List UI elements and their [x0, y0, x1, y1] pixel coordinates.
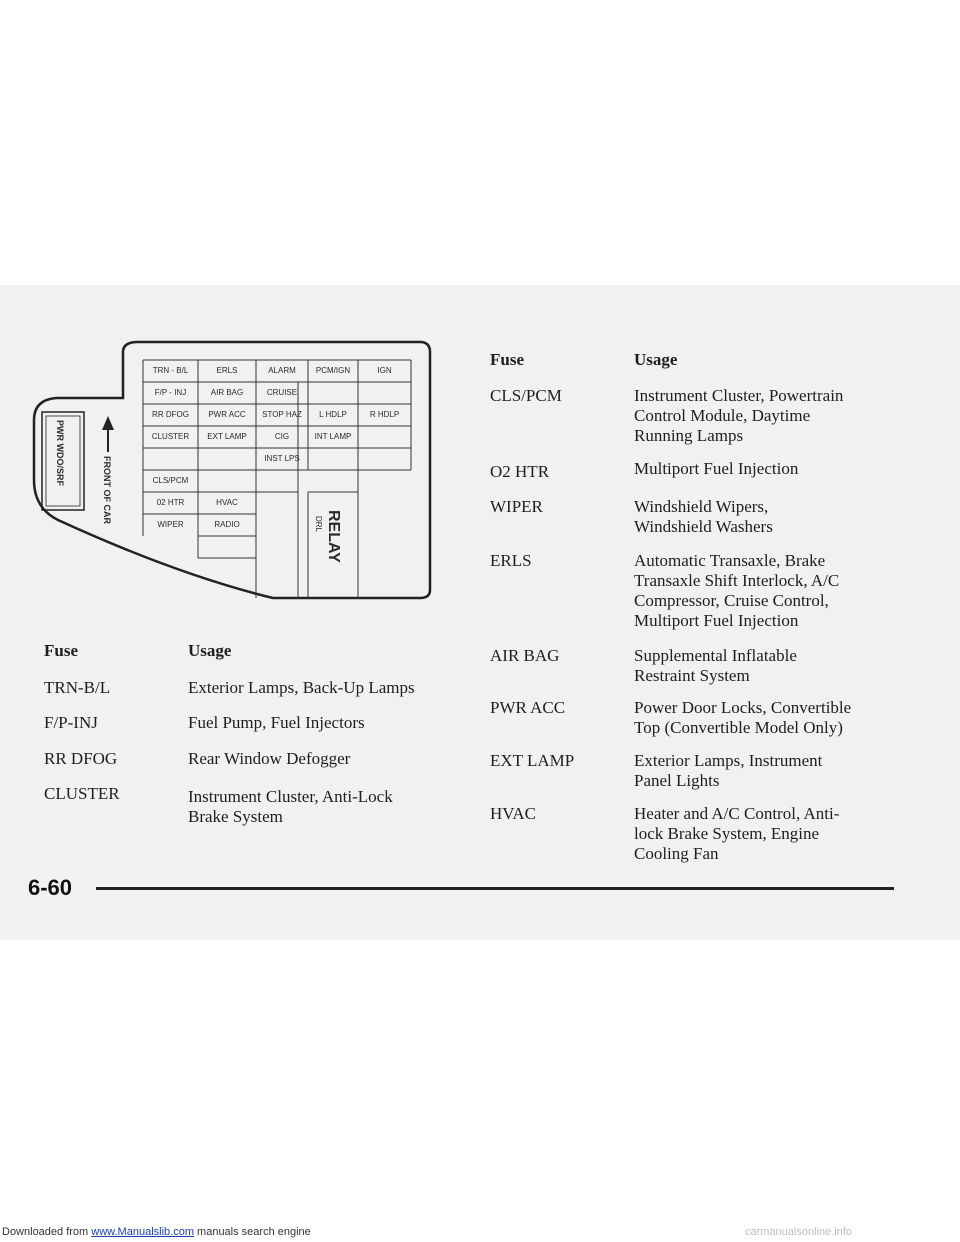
- relay-label: RELAY: [325, 510, 342, 563]
- right-usage-7: Heater and A/C Control, Anti-lock Brake System, Engine Cooling Fan: [634, 804, 840, 863]
- right-usage-3: Automatic Transaxle, Brake Transaxle Shift Interlock, A/C Compressor, Cruise Control, Multiport Fuel Injection: [634, 551, 840, 630]
- right-fuse-4: AIR BAG: [490, 646, 560, 665]
- right-usage-0: Instrument Cluster, Powertrain Control Module, Daytime Running Lamps: [634, 386, 844, 445]
- fuse-cell: HVAC: [216, 498, 238, 507]
- fuse-cell: WIPER: [157, 520, 184, 529]
- footer-rule: [96, 887, 894, 890]
- right-usage-1: Multiport Fuel Injection: [634, 459, 799, 478]
- fuse-cell: F/P - INJ: [154, 388, 187, 397]
- right-fuse-1: O2 HTR: [490, 462, 550, 481]
- right-fuse-2: WIPER: [490, 497, 543, 516]
- fuse-cell: CLS/PCM: [152, 476, 189, 485]
- footer-prefix: Downloaded from: [2, 1226, 92, 1238]
- right-fuse-0: CLS/PCM: [490, 386, 562, 405]
- right-fuse-3: ERLS: [490, 551, 532, 570]
- fuse-block-diagram: [28, 340, 438, 602]
- fuse-cell: ERLS: [216, 366, 238, 375]
- fuse-cell: 02 HTR: [156, 498, 185, 507]
- relay-sub-label: DRL: [314, 516, 323, 533]
- right-fuse-7: HVAC: [490, 804, 536, 823]
- right-usage-2: Windshield Wipers, Windshield Washers: [634, 497, 773, 536]
- right-header-fuse: Fuse: [490, 350, 524, 369]
- watermark: carmanualsonline.info: [745, 1226, 853, 1238]
- footer-suffix: manuals search engine: [193, 1226, 311, 1238]
- fuse-cell: CIG: [274, 432, 290, 441]
- fuse-cell: EXT LAMP: [207, 432, 247, 441]
- fuse-cell: L HDLP: [319, 410, 347, 419]
- fuse-cell: AIR BAG: [210, 388, 244, 397]
- fuse-cell: RADIO: [214, 520, 240, 529]
- fuse-cell: RR DFOG: [152, 410, 189, 419]
- download-footer: [2, 1226, 311, 1238]
- right-usage-5: Power Door Locks, Convertible Top (Convertible Model Only): [634, 698, 852, 737]
- left-usage-0: Exterior Lamps, Back-Up Lamps: [188, 678, 415, 697]
- manualslib-link[interactable]: www.Manualslib.com: [91, 1226, 194, 1238]
- left-header-usage: Usage: [188, 641, 232, 660]
- left-fuse-0: TRN-B/L: [44, 678, 111, 697]
- right-usage-6: Exterior Lamps, Instrument Panel Lights: [634, 751, 823, 790]
- fuse-cell: INT LAMP: [314, 432, 352, 441]
- left-usage-3: Instrument Cluster, Anti-Lock Brake System: [188, 787, 393, 826]
- left-fuse-1: F/P-INJ: [44, 713, 98, 732]
- fuse-cell: CRUISE: [266, 388, 298, 397]
- right-header-usage: Usage: [634, 350, 678, 369]
- right-usage-4: Supplemental Inflatable Restraint System: [634, 646, 797, 685]
- fuse-cell: CLUSTER: [151, 432, 190, 441]
- left-usage-2: Rear Window Defogger: [188, 749, 351, 768]
- fuse-cell: PCM/IGN: [315, 366, 351, 375]
- side-fuse-label: PWR WDO/SRF: [55, 420, 65, 486]
- right-fuse-5: PWR ACC: [490, 698, 566, 717]
- fuse-cell: INST LPS: [264, 454, 300, 463]
- left-fuse-3: CLUSTER: [44, 784, 120, 803]
- fuse-cell: IGN: [377, 366, 392, 375]
- left-header-fuse: Fuse: [44, 641, 78, 660]
- front-of-car-label: FRONT OF CAR: [102, 456, 112, 524]
- left-usage-1: Fuel Pump, Fuel Injectors: [188, 713, 365, 732]
- left-fuse-2: RR DFOG: [44, 749, 118, 768]
- fuse-cell: ALARM: [268, 366, 296, 375]
- page-number: 6-60: [28, 875, 73, 900]
- fuse-cell: R HDLP: [369, 410, 400, 419]
- fuse-cell: PWR ACC: [208, 410, 246, 419]
- fuse-cell: TRN - B/L: [152, 366, 189, 375]
- right-fuse-6: EXT LAMP: [490, 751, 575, 770]
- fuse-cell: STOP HAZ: [262, 410, 302, 419]
